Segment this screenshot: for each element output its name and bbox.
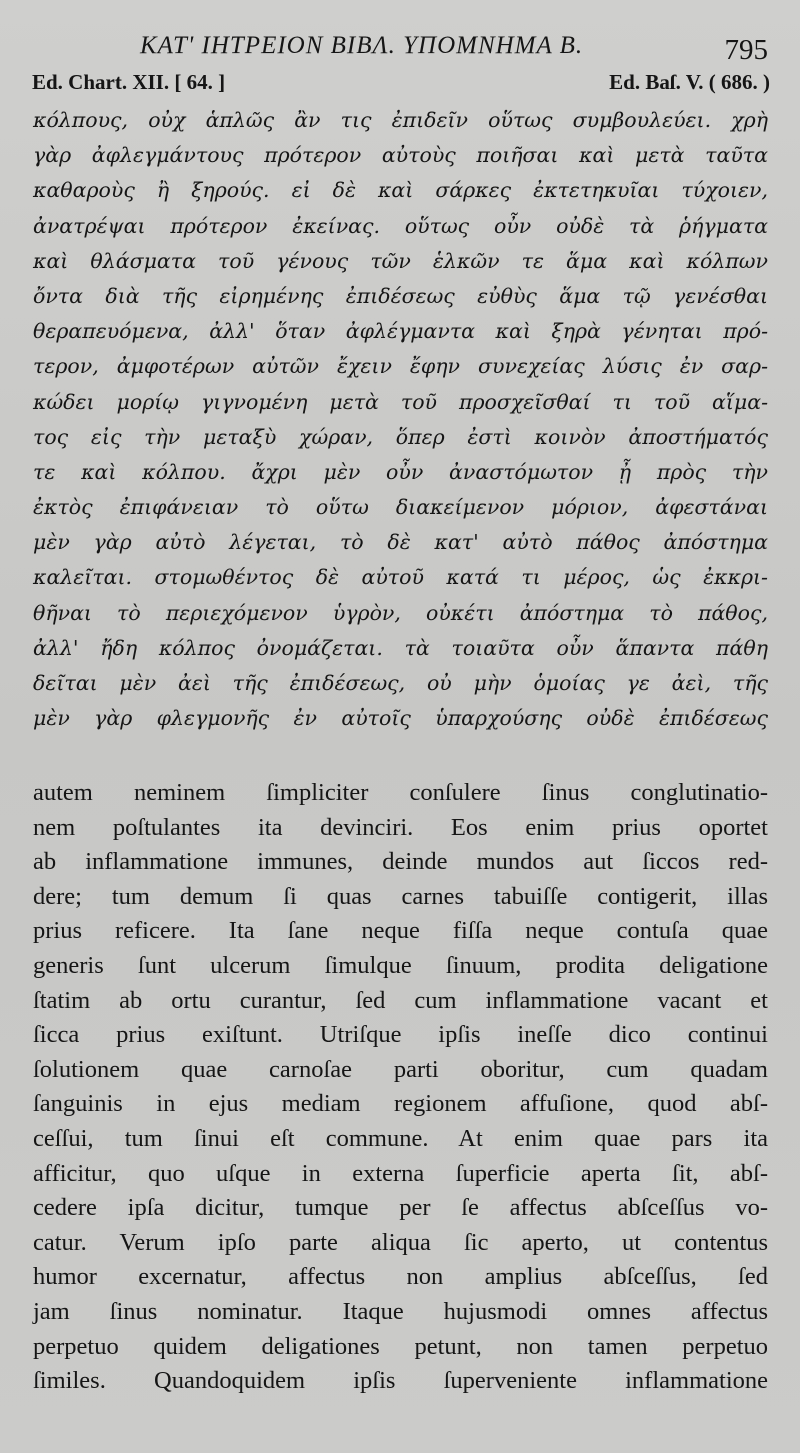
latin-text-line: perpetuo quidem deligationes petunt, non tamen perpetuo xyxy=(33,1332,768,1360)
greek-text-line: καθαροὺς ἢ ξηρούς. εἰ δὲ καὶ σάρκες ἐκτετηκυῖαι τύχοιεν, xyxy=(33,178,768,203)
latin-text-line: dere; tum demum ſi quas carnes tabuiſſe contigerit, illas xyxy=(33,882,768,910)
greek-text-line: μὲν γὰρ φλεγμονῆς ἐν αὐτοῖς ὑπαρχούσης οὐδὲ ἐπιδέσεως xyxy=(33,706,768,731)
greek-text-line: μὲν γὰρ αὐτὸ λέγεται, τὸ δὲ κατ' αὐτὸ πάθος ἀπόστημα xyxy=(33,530,768,555)
greek-text-line: κώδει μορίῳ γιγνομένη μετὰ τοῦ προσχεῖσθαί τι τοῦ αἵμα- xyxy=(33,389,768,414)
greek-text-line: ὄντα διὰ τῆς εἰρημένης ἐπιδέσεως εὐθὺς ἅμα τῷ γενέσθαι xyxy=(33,283,768,308)
greek-text-line: δεῖται μὲν ἀεὶ τῆς ἐπιδέσεως, οὐ μὴν ὁμοίας γε ἀεὶ, τῆς xyxy=(33,671,768,695)
page-number: 795 xyxy=(724,34,768,66)
latin-text-line: ſtatim ab ortu curantur, ſed cum inflammatione vacant et xyxy=(33,986,768,1014)
edition-chartier-reference: Ed. Chart. XII. [ 64. ] xyxy=(32,70,226,94)
latin-text-line: ſolutionem quae carnoſae parti oboritur, cum quadam xyxy=(33,1055,768,1083)
latin-text-line: ſicca prius exiſtunt. Utriſque ipſis ineſſe dico continui xyxy=(33,1021,768,1049)
greek-text-line: κόλπους, οὐχ ἁπλῶς ἂν τις ἐπιδεῖν οὕτως συμβουλεύει. χρὴ xyxy=(33,108,768,132)
running-title: ΚΑΤ' ΙΗΤΡΕΙΟΝ ΒΙΒΛ. ΥΠΟΜΝΗΜΑ Β. xyxy=(140,32,584,59)
greek-text-line: καὶ θλάσματα τοῦ γένους τῶν ἑλκῶν τε ἅμα καὶ κόλπων xyxy=(33,248,768,273)
greek-text-line: θῆναι τὸ περιεχόμενον ὑγρὸν, οὐκέτι ἀπόστημα τὸ πάθος, xyxy=(33,600,768,625)
greek-text-line: καλεῖται. στομωθέντος δὲ αὐτοῦ κατά τι μέρος, ὡς ἐκκρι- xyxy=(33,565,768,590)
greek-text-line: ἐκτὸς ἐπιφάνειαν τὸ οὕτω διακείμενον μόριον, ἀφεστάναι xyxy=(33,495,768,520)
latin-text-line: jam ſinus nominatur. Itaque hujusmodi omnes affectus xyxy=(33,1297,768,1325)
greek-text-line: τε καὶ κόλπου. ἄχρι μὲν οὖν ἀναστόμωτον ᾖ πρὸς τὴν xyxy=(33,459,768,484)
greek-text-line: ἀλλ' ἤδη κόλπος ὀνομάζεται. τὰ τοιαῦτα οὖν ἅπαντα πάθη xyxy=(33,635,768,660)
latin-text-line: ſanguinis in ejus mediam regionem affuſione, quod abſ- xyxy=(33,1090,768,1118)
latin-text-block xyxy=(33,776,768,1399)
latin-text-line: ab inflammatione immunes, deinde mundos aut ſiccos red- xyxy=(33,848,768,876)
latin-text-line: autem neminem ſimpliciter conſulere ſinus conglutinatio- xyxy=(33,779,768,806)
greek-text-line: ἀνατρέψαι πρότερον ἐκείνας. οὕτως οὖν οὐδὲ τὰ ῥήγματα xyxy=(33,213,768,238)
latin-text-line: humor excernatur, affectus non amplius abſceſſus, ſed xyxy=(33,1263,768,1291)
latin-text-line: nem poſtulantes ita devinciri. Eos enim prius oportet xyxy=(33,813,768,841)
latin-text-line: ſimiles. Quandoquidem ipſis ſuperveniente inflammatione xyxy=(33,1367,768,1395)
latin-text-line: generis ſunt ulcerum ſimulque ſinuum, prodita deligatione xyxy=(33,951,768,979)
edition-basel-reference: Ed. Baſ. V. ( 686. ) xyxy=(609,70,770,94)
latin-text-line: catur. Verum ipſo parte aliqua ſic aperto, ut contentus xyxy=(33,1228,768,1256)
latin-text-line: ceſſui, tum ſinui eſt commune. At enim quae pars ita xyxy=(33,1124,768,1152)
greek-text-line: θεραπευόμενα, ἀλλ' ὅταν ἀφλέγμαντα καὶ ξηρὰ γένηται πρό- xyxy=(33,319,768,344)
edition-reference-line xyxy=(30,70,770,100)
greek-text-line: γὰρ ἀφλεγμάντους πρότερον αὐτοὺς ποιῆσαι καὶ μετὰ ταῦτα xyxy=(33,143,768,168)
greek-text-line: τος εἰς τὴν μεταξὺ χώραν, ὅπερ ἐστὶ κοινὸν ἀποστήματός xyxy=(33,424,768,449)
greek-text-block xyxy=(33,103,768,736)
latin-text-line: cedere ipſa dicitur, tumque per ſe affectus abſceſſus vo- xyxy=(33,1194,768,1222)
latin-text-line: prius reficere. Ita ſane neque fiſſa neque contuſa quae xyxy=(33,917,768,945)
greek-text-line: τερον, ἀμφοτέρων αὐτῶν ἔχειν ἔφην συνεχείας λύσις ἐν σαρ- xyxy=(33,354,768,379)
latin-text-line: afficitur, quo uſque in externa ſuperficie aperta ſit, abſ- xyxy=(33,1159,768,1187)
running-head xyxy=(30,28,770,68)
